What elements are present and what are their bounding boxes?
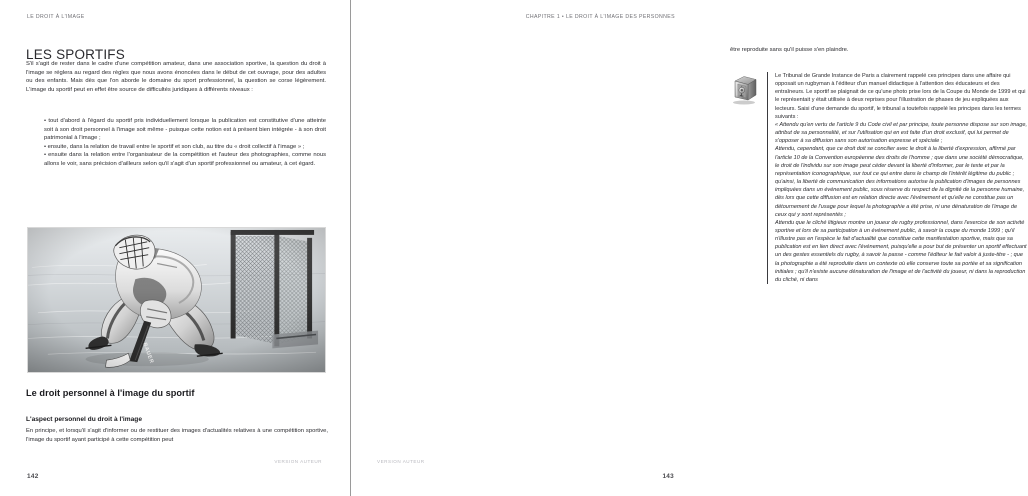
right-page (350, 0, 1027, 496)
lead-paragraph-block (730, 46, 1026, 55)
intro-paragraph: S'il s'agit de rester dans le cadre d'une compétition amateur, dans une association sportive, la question du droit à l'image se réglera au regard des règles que nous avons énoncées dans le début de cet ouvrage, pour des adultes ou des enfants. Mais dès que l'on aborde le domaine du sport professionnel, la question se corse légèrement. L'image du sportif peut en effet être source de difficultés juridiques à différents niveaux : (26, 61, 326, 93)
running-head-left: LE DROIT À L'IMAGE (27, 14, 85, 20)
safe-vault-icon (728, 73, 761, 106)
callout-paragraph: Le Tribunal de Grande Instance de Paris a clairement rappelé ces principes dans une affaire qui opposait un rugbyman à l'éditeur d'un manuel didactique à l'attention des éducateurs et des entraîneurs. Le sportif se plaignait de ce qu'une photo prise lors de la Coupe du Monde de 1999 et qui le représentait y était utilisée à deux reprises pour l'illustration de phases de jeu expliquées aux lecteurs. Saisi d'une demande du sportif, le tribunal a toutefois rappelé les principes dans les termes suivants : (775, 73, 1026, 120)
bullet-list (44, 117, 326, 169)
intro-paragraph-block (26, 60, 326, 94)
watermark-left: VERSION AUTEUR (274, 459, 322, 464)
lead-paragraph: être reproduite sans qu'il puisse s'en plaindre. (730, 47, 849, 53)
list-item: • ensuite dans la relation entre l'organisateur de la compétition et l'auteur des photographies, comme nous allons le voir, sans précision d'ailleurs selon qu'il s'agit d'un sportif professionnel ou amateur, à cet égard. (44, 152, 326, 167)
callout-quote-block (728, 72, 1028, 284)
subsection-paragraph: En principe, et lorsqu'il s'agit d'informer ou de restituer des images d'actualités relatives à une compétition sportive, l'image du sportif ayant participé à cette compétition peut (26, 428, 328, 443)
page-title: LES SPORTIFS (26, 47, 125, 63)
list-item: • tout d'abord à l'égard du sportif pris individuellement lorsque la publication est constitutive d'une atteinte soit à son droit personnel à l'image soit même - puisque cette notion est à présent bien intégrée - à son droit patrimonial à l'image ; (44, 118, 326, 142)
running-head-right: CHAPITRE 1 • LE DROIT À L'IMAGE DES PERSONNES (525, 14, 675, 20)
subsection-heading: L'aspect personnel du droit à l'image (26, 416, 142, 423)
callout-text (775, 72, 1028, 284)
list-item: • ensuite, dans la relation de travail entre le sportif et son club, au titre du « droit collectif à l'image » ; (44, 143, 305, 150)
section-block (26, 388, 328, 444)
section-heading: Le droit personnel à l'image du sportif (26, 388, 195, 398)
left-page (0, 0, 350, 496)
hockey-goalie-photo (27, 227, 326, 373)
hockey-goalie-photo-graphic (28, 228, 325, 372)
watermark-right: VERSION AUTEUR (377, 459, 425, 464)
callout-quote-paragraph: Attendu, cependant, que ce droit doit se concilier avec le droit à la liberté d'expression, affirmé par l'article 10 de la Convention européenne des droits de l'homme ; que dans une société démocratique, le droit de l'individu sur son image peut céder devant la liberté d'informer, par le texte et par la représentation iconographique, sur tout ce qui entre dans le champ de l'intérêt légitime du public ; qu'ainsi, la liberté de communication des informations autorise la publication d'images de personnes impliquées dans un événement public, sous réserve du respect de la dignité de la personne humaine, dès lors que cette diffusion est en relation directe avec l'événement et qu'elle ne constitue pas un détournement de l'usage pour lequel la photographie a été prise, ni une dénaturation de l'image de ceux qui y sont représentés ; (775, 146, 1025, 218)
callout-quote-paragraph: Attendu que le cliché litigieux montre un joueur de rugby professionnel, dans l'exercice de son activité sportive et lors de sa participation à un événement public, à savoir la coupe du monde 1999 ; qu'il n'illustre pas en l'espèce le fait d'actualité que constitue cette manifestation sportive, mais que sa publication est en lien direct avec l'événement, puisqu'elle a pour but de présenter un sportif effectuant un des gestes essentiels du rugby, à savoir la passe - comme l'éditeur le fait valoir à juste-titre - ; que la photographie a été reproduite dans un contexte où elle conserve toute sa portée et sa signification initiales ; qu'il n'existe aucune dénaturation de l'image et de l'activité du joueur, ni dans la reproduction du cliché, ni dans (775, 219, 1027, 283)
page-number-left: 142 (27, 473, 39, 480)
spread-gutter-rule (350, 0, 351, 496)
callout-vertical-rule (767, 72, 768, 284)
callout-quote-paragraph: « Attendu qu'en vertu de l'article 9 du Code civil et par principe, toute personne dispose sur son image, attribut de sa personnalité, et sur l'utilisation qui en est faite d'un droit exclusif, qui lui permet de s'opposer à sa diffusion sans son autorisation expresse et spéciale ; (775, 121, 1027, 145)
page-number-right: 143 (662, 473, 674, 480)
